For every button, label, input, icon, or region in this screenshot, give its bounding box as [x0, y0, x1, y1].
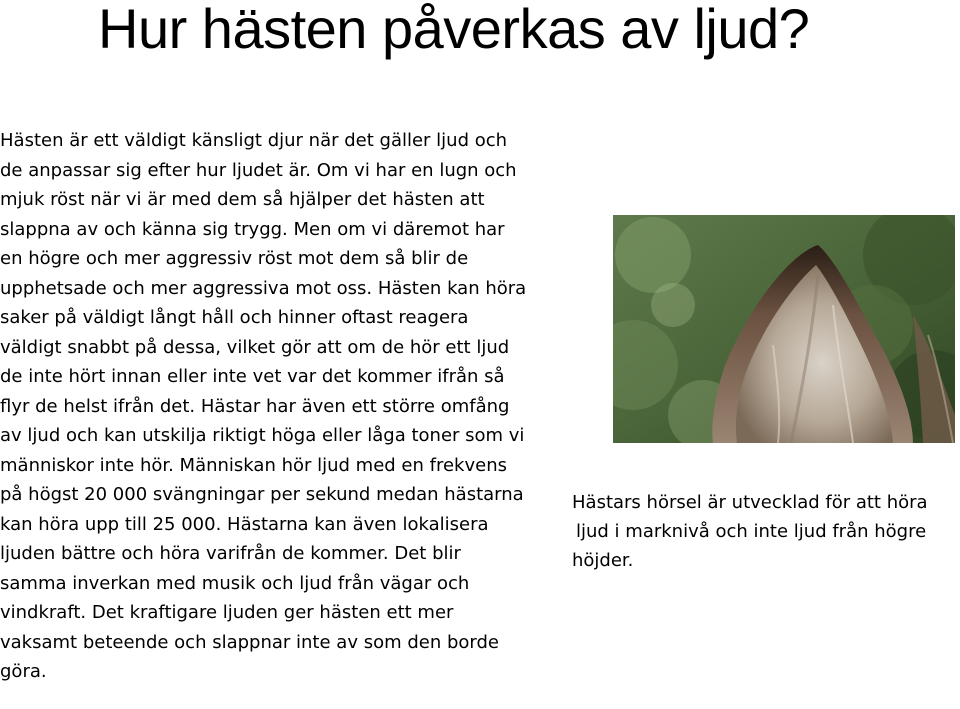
caption-line-3: höjder. — [572, 550, 634, 571]
horse-ear-photo — [613, 215, 955, 443]
photo-caption — [572, 488, 960, 575]
caption-line-2: ljud i marknivå och inte ljud från högre — [576, 521, 927, 542]
body-paragraph: Hästen är ett väldigt känsligt djur när det gäller ljud och de anpassar sig efter hur ljudet är. Om vi har en lugn och mjuk röst när vi är med dem så hjälper det hästen att slappna av och känna sig trygg. Men om vi däremot har en högre och mer aggressiv röst mot dem så blir de upphetsade och mer aggressiva mot oss. Hästen kan höra saker på väldigt långt håll och hinner oftast reagera väldigt snabbt på dessa, vilket gör att om de hör ett ljud de inte hört innan eller inte vet var det kommer ifrån så flyr de helst ifrån det. Hästar har även ett större omfång av ljud och kan utskilja riktigt höga eller låga toner som vi människor inte hör. Människan hör ljud med en frekvens på högst 20 000 svängningar per sekund medan hästarna kan höra upp till 25 000. Hästarna kan även lokalisera ljuden bättre och höra varifrån de kommer. Det blir samma inverkan med musik och ljud från vägar och vindkraft. Det kraftigare ljuden ger hästen ett mer vaksamt beteende och slappnar inte av som den borde göra. — [0, 130, 527, 682]
caption-line-1: Hästars hörsel är utvecklad för att höra — [572, 492, 928, 513]
slide-title: Hur hästen påverkas av ljud? — [98, 0, 810, 60]
